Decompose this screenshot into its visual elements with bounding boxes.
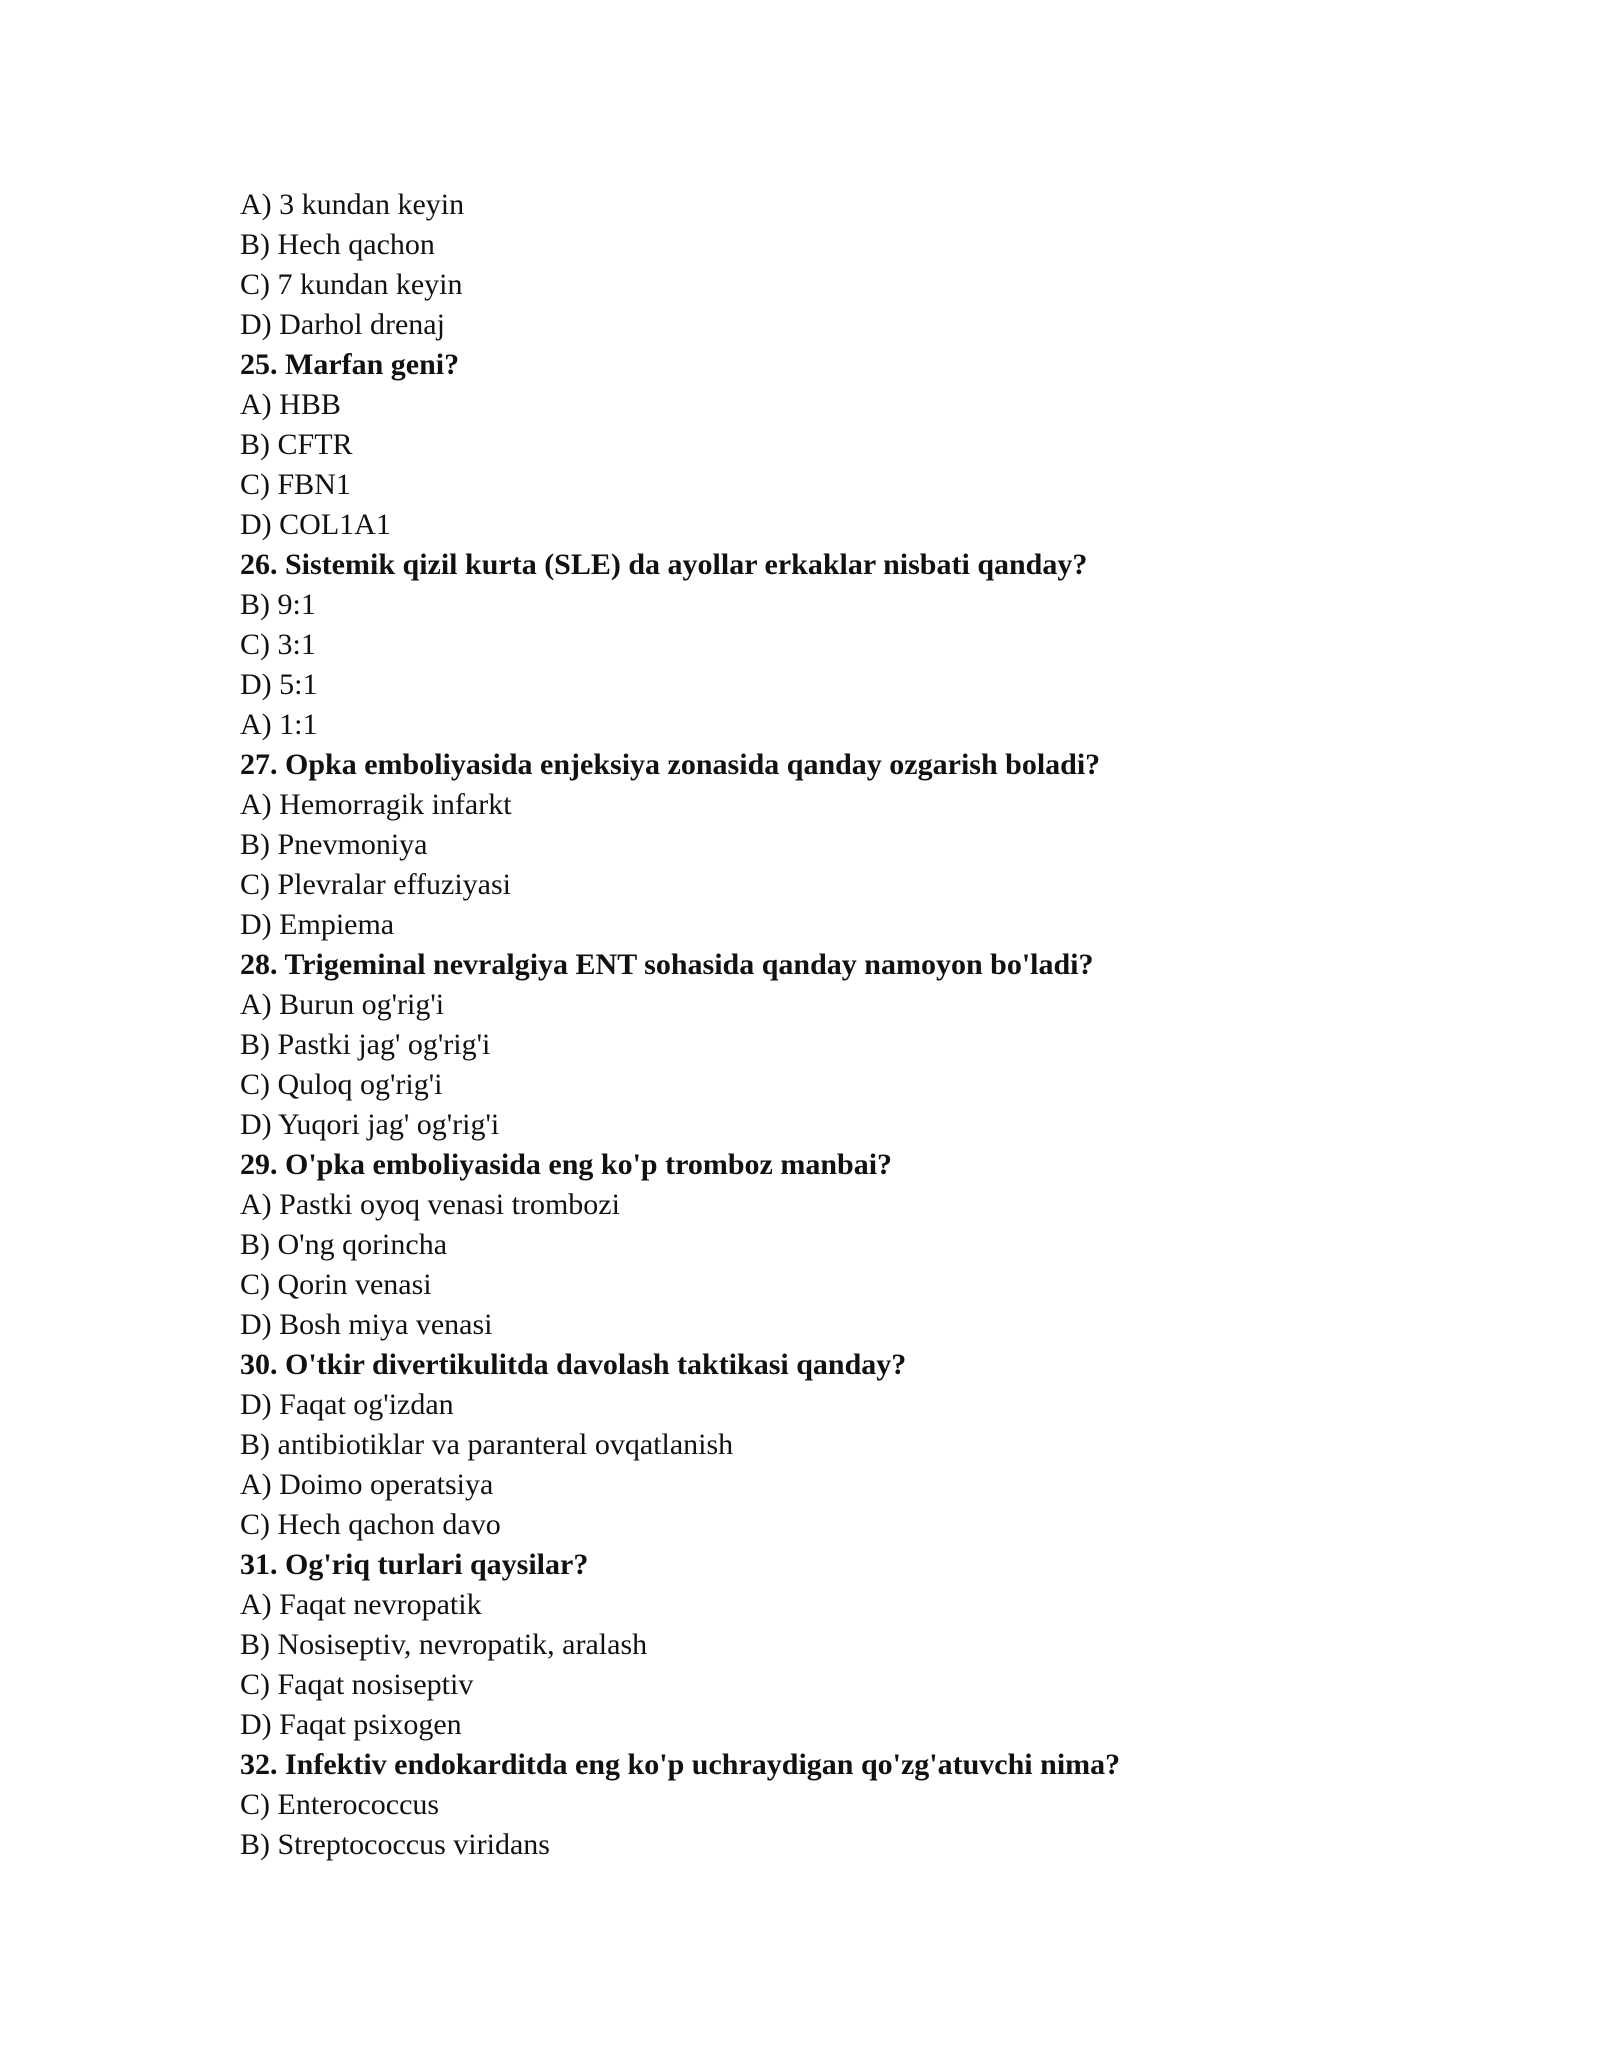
answer-option: D) Darhol drenaj bbox=[240, 308, 445, 341]
answer-option: A) HBB bbox=[240, 388, 341, 421]
question-heading: 29. O'pka emboliyasida eng ko'p tromboz manbai? bbox=[240, 1148, 893, 1181]
answer-option: A) Burun og'rig'i bbox=[240, 988, 445, 1021]
question-heading: 32. Infektiv endokarditda eng ko'p uchraydigan qo'zg'atuvchi nima? bbox=[240, 1748, 1121, 1781]
answer-option: A) Doimo operatsiya bbox=[240, 1468, 494, 1501]
answer-option: D) Empiema bbox=[240, 908, 395, 941]
answer-option: A) Faqat nevropatik bbox=[240, 1588, 482, 1621]
answer-option: D) Bosh miya venasi bbox=[240, 1308, 493, 1341]
answer-option: D) Faqat og'izdan bbox=[240, 1388, 454, 1421]
answer-option: D) 5:1 bbox=[240, 668, 318, 701]
quiz-content bbox=[240, 185, 1440, 1865]
question-heading: 26. Sistemik qizil kurta (SLE) da ayollar erkaklar nisbati qanday? bbox=[240, 548, 1088, 581]
answer-option: B) Hech qachon bbox=[240, 228, 435, 261]
answer-option: B) Nosiseptiv, nevropatik, aralash bbox=[240, 1628, 648, 1661]
answer-option: B) 9:1 bbox=[240, 588, 316, 621]
answer-option: C) 3:1 bbox=[240, 628, 316, 661]
answer-option: B) CFTR bbox=[240, 428, 353, 461]
answer-option: C) Hech qachon davo bbox=[240, 1508, 501, 1541]
answer-option: A) 1:1 bbox=[240, 708, 318, 741]
answer-option: C) 7 kundan keyin bbox=[240, 268, 463, 301]
answer-option: C) FBN1 bbox=[240, 468, 351, 501]
answer-option: B) antibiotiklar va paranteral ovqatlanish bbox=[240, 1428, 734, 1461]
answer-option: B) O'ng qorincha bbox=[240, 1228, 448, 1261]
question-heading: 25. Marfan geni? bbox=[240, 348, 460, 381]
answer-option: A) Hemorragik infarkt bbox=[240, 788, 512, 821]
answer-option: C) Faqat nosiseptiv bbox=[240, 1668, 474, 1701]
question-heading: 27. Opka emboliyasida enjeksiya zonasida qanday ozgarish boladi? bbox=[240, 748, 1101, 781]
answer-option: C) Qorin venasi bbox=[240, 1268, 432, 1301]
question-heading: 28. Trigeminal nevralgiya ENT sohasida qanday namoyon bo'ladi? bbox=[240, 948, 1094, 981]
answer-option: B) Pnevmoniya bbox=[240, 828, 428, 861]
answer-option: A) Pastki oyoq venasi trombozi bbox=[240, 1188, 620, 1221]
question-heading: 30. O'tkir divertikulitda davolash taktikasi qanday? bbox=[240, 1348, 907, 1381]
answer-option: C) Quloq og'rig'i bbox=[240, 1068, 443, 1101]
question-heading: 31. Og'riq turlari qaysilar? bbox=[240, 1548, 589, 1581]
answer-option: D) Yuqori jag' og'rig'i bbox=[240, 1108, 500, 1141]
answer-option: D) Faqat psixogen bbox=[240, 1708, 462, 1741]
answer-option: C) Enterococcus bbox=[240, 1788, 440, 1821]
answer-option: B) Streptococcus viridans bbox=[240, 1828, 550, 1861]
answer-option: B) Pastki jag' og'rig'i bbox=[240, 1028, 491, 1061]
answer-option: C) Plevralar effuziyasi bbox=[240, 868, 512, 901]
answer-option: D) COL1A1 bbox=[240, 508, 391, 541]
answer-option: A) 3 kundan keyin bbox=[240, 188, 465, 221]
